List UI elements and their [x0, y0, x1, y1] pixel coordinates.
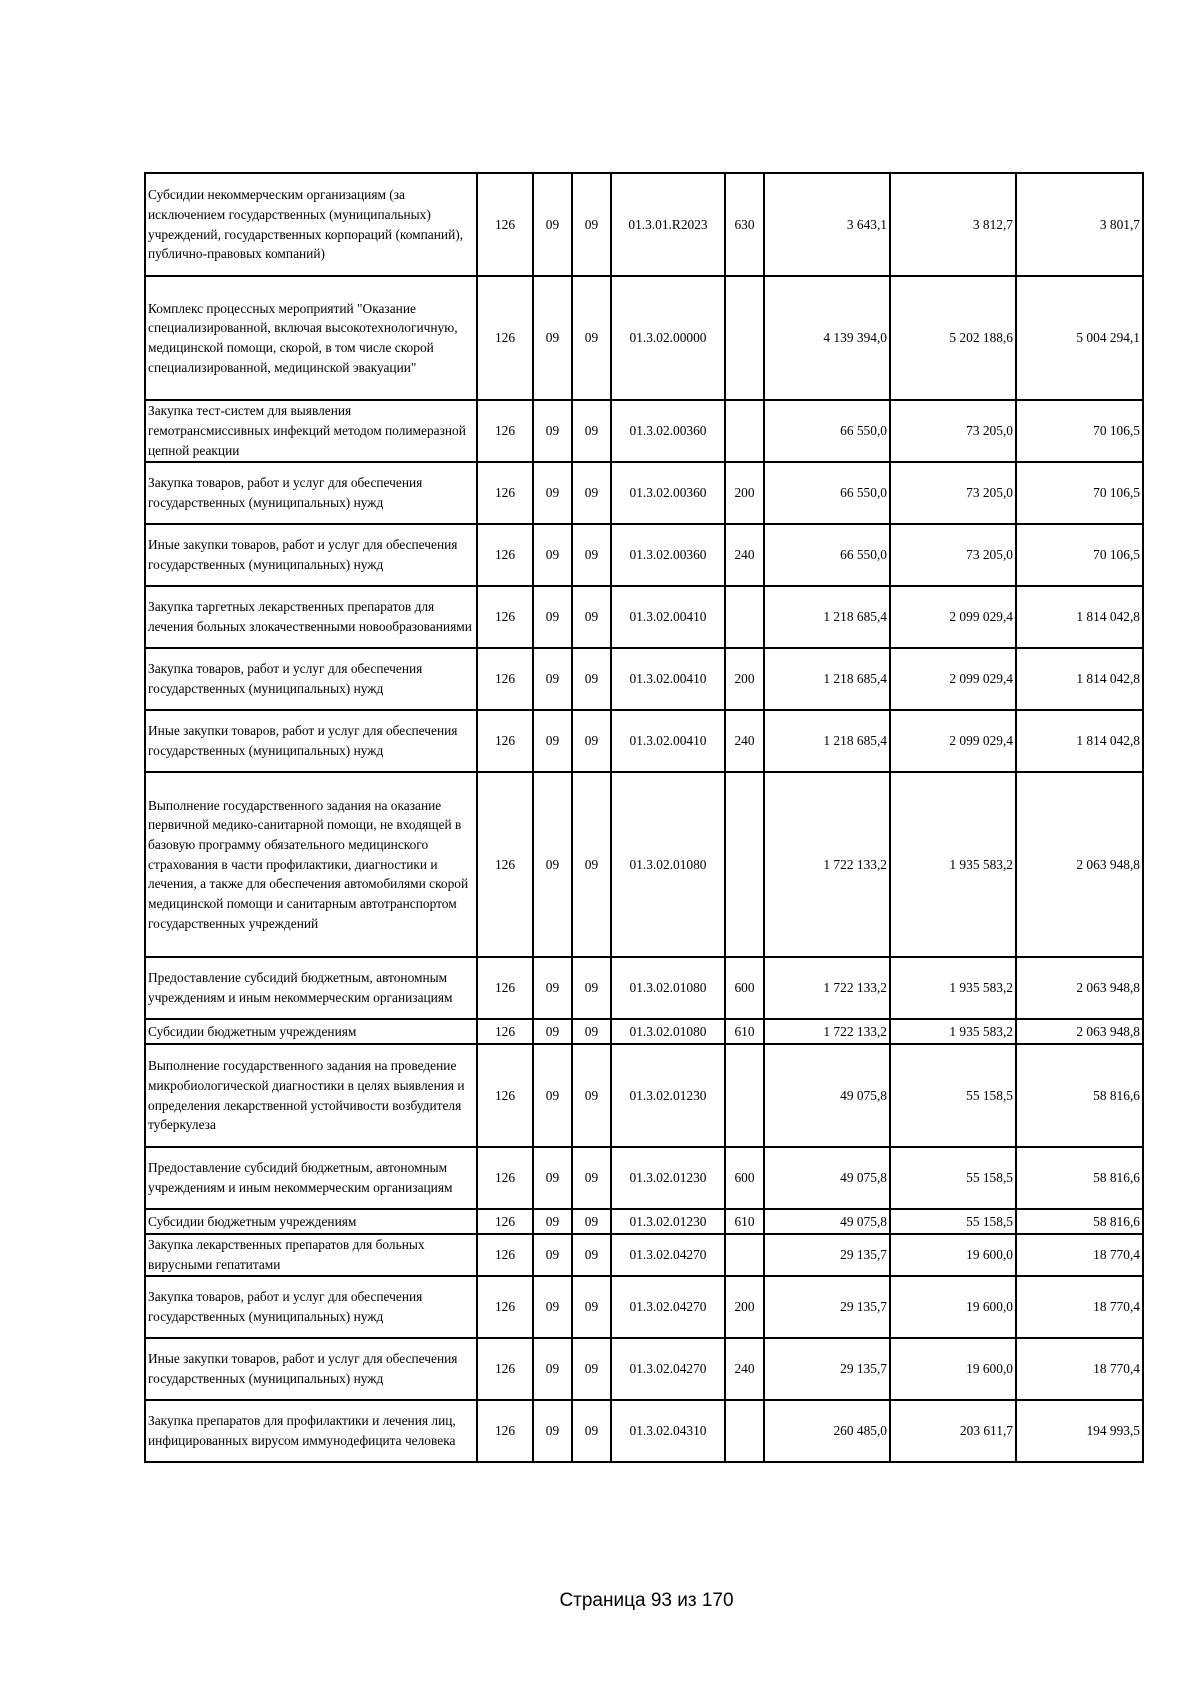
row-gr: 126 [477, 1276, 533, 1338]
row-vr: 610 [725, 1019, 764, 1044]
row-vr [725, 400, 764, 462]
row-pr: 09 [572, 1019, 611, 1044]
row-pr: 09 [572, 1400, 611, 1462]
row-name: Закупка товаров, работ и услуг для обеспечения государственных (муниципальных) нужд [145, 648, 477, 710]
row-year3: 1 814 042,8 [1016, 648, 1143, 710]
row-csr: 01.3.02.00410 [611, 648, 725, 710]
row-year3: 18 770,4 [1016, 1276, 1143, 1338]
row-csr: 01.3.02.00000 [611, 276, 725, 400]
row-rz: 09 [533, 1147, 572, 1209]
row-csr: 01.3.02.04310 [611, 1400, 725, 1462]
row-year3: 5 004 294,1 [1016, 276, 1143, 400]
row-year1: 66 550,0 [764, 400, 890, 462]
row-vr: 630 [725, 173, 764, 276]
row-rz: 09 [533, 524, 572, 586]
row-year3: 70 106,5 [1016, 400, 1143, 462]
row-vr: 600 [725, 1147, 764, 1209]
row-year2: 19 600,0 [890, 1338, 1016, 1400]
row-year3: 18 770,4 [1016, 1234, 1143, 1276]
row-vr: 200 [725, 648, 764, 710]
row-csr: 01.3.02.04270 [611, 1338, 725, 1400]
row-gr: 126 [477, 462, 533, 524]
row-gr: 126 [477, 400, 533, 462]
row-gr: 126 [477, 710, 533, 772]
row-csr: 01.3.02.00360 [611, 462, 725, 524]
row-year2: 73 205,0 [890, 524, 1016, 586]
row-year3: 194 993,5 [1016, 1400, 1143, 1462]
row-year1: 49 075,8 [764, 1147, 890, 1209]
row-vr [725, 586, 764, 648]
row-pr: 09 [572, 710, 611, 772]
row-gr: 126 [477, 648, 533, 710]
row-year2: 55 158,5 [890, 1044, 1016, 1147]
row-csr: 01.3.02.01080 [611, 772, 725, 957]
row-pr: 09 [572, 276, 611, 400]
row-pr: 09 [572, 1276, 611, 1338]
row-rz: 09 [533, 173, 572, 276]
row-year2: 1 935 583,2 [890, 772, 1016, 957]
row-year2: 73 205,0 [890, 462, 1016, 524]
row-pr: 09 [572, 524, 611, 586]
row-csr: 01.3.02.01230 [611, 1044, 725, 1147]
row-gr: 126 [477, 1019, 533, 1044]
row-rz: 09 [533, 1234, 572, 1276]
row-year2: 19 600,0 [890, 1234, 1016, 1276]
row-pr: 09 [572, 1044, 611, 1147]
row-year3: 58 816,6 [1016, 1209, 1143, 1234]
table-row [145, 648, 1143, 710]
row-vr: 240 [725, 710, 764, 772]
row-year3: 3 801,7 [1016, 173, 1143, 276]
row-rz: 09 [533, 462, 572, 524]
table-row [145, 173, 1143, 276]
row-rz: 09 [533, 1209, 572, 1234]
row-csr: 01.3.02.01080 [611, 1019, 725, 1044]
table-row [145, 586, 1143, 648]
row-year3: 2 063 948,8 [1016, 772, 1143, 957]
table-row [145, 1338, 1143, 1400]
table-row [145, 1209, 1143, 1234]
row-csr: 01.3.01.R2023 [611, 173, 725, 276]
row-year1: 49 075,8 [764, 1044, 890, 1147]
row-pr: 09 [572, 1147, 611, 1209]
row-year1: 29 135,7 [764, 1276, 890, 1338]
row-year2: 1 935 583,2 [890, 1019, 1016, 1044]
table-row [145, 1019, 1143, 1044]
row-gr: 126 [477, 957, 533, 1019]
row-year1: 29 135,7 [764, 1338, 890, 1400]
row-year2: 73 205,0 [890, 400, 1016, 462]
row-name: Выполнение государственного задания на проведение микробиологической диагностики в целях выявления и определения лекарственной устойчивости возбудителя туберкулеза [145, 1044, 477, 1147]
row-vr: 610 [725, 1209, 764, 1234]
row-year1: 260 485,0 [764, 1400, 890, 1462]
row-gr: 126 [477, 524, 533, 586]
table-body [145, 173, 1143, 1462]
table-row [145, 772, 1143, 957]
row-vr: 200 [725, 462, 764, 524]
row-year3: 18 770,4 [1016, 1338, 1143, 1400]
row-year1: 66 550,0 [764, 462, 890, 524]
row-name: Закупка препаратов для профилактики и лечения лиц, инфицированных вирусом иммунодефицита человека [145, 1400, 477, 1462]
row-year3: 58 816,6 [1016, 1044, 1143, 1147]
row-name: Закупка тест-систем для выявления гемотрансмиссивных инфекций методом полимеразной цепной реакции [145, 400, 477, 462]
row-gr: 126 [477, 1400, 533, 1462]
row-year1: 1 722 133,2 [764, 957, 890, 1019]
row-csr: 01.3.02.00360 [611, 524, 725, 586]
table-row [145, 1400, 1143, 1462]
row-name: Иные закупки товаров, работ и услуг для обеспечения государственных (муниципальных) нужд [145, 1338, 477, 1400]
row-year1: 49 075,8 [764, 1209, 890, 1234]
row-rz: 09 [533, 1044, 572, 1147]
row-year1: 29 135,7 [764, 1234, 890, 1276]
row-year1: 1 722 133,2 [764, 1019, 890, 1044]
row-gr: 126 [477, 586, 533, 648]
row-rz: 09 [533, 1019, 572, 1044]
table-row [145, 400, 1143, 462]
table-row [145, 1234, 1143, 1276]
row-year1: 1 218 685,4 [764, 710, 890, 772]
table-row [145, 524, 1143, 586]
row-name: Комплекс процессных мероприятий "Оказание специализированной, включая высокотехнологичную, медицинской помощи, скорой, в том числе скорой специализированной, медицинской эвакуации" [145, 276, 477, 400]
row-rz: 09 [533, 710, 572, 772]
row-name: Закупка лекарственных препаратов для больных вирусными гепатитами [145, 1234, 477, 1276]
row-gr: 126 [477, 1234, 533, 1276]
row-year1: 66 550,0 [764, 524, 890, 586]
row-name: Закупка товаров, работ и услуг для обеспечения государственных (муниципальных) нужд [145, 462, 477, 524]
row-name: Закупка таргетных лекарственных препаратов для лечения больных злокачественными новообразованиями [145, 586, 477, 648]
row-year1: 1 218 685,4 [764, 648, 890, 710]
row-gr: 126 [477, 1209, 533, 1234]
table-row [145, 1276, 1143, 1338]
row-vr [725, 1044, 764, 1147]
row-csr: 01.3.02.04270 [611, 1234, 725, 1276]
row-year1: 1 218 685,4 [764, 586, 890, 648]
row-year3: 2 063 948,8 [1016, 957, 1143, 1019]
row-name: Предоставление субсидий бюджетным, автономным учреждениям и иным некоммерческим организациям [145, 1147, 477, 1209]
row-name: Выполнение государственного задания на оказание первичной медико-санитарной помощи, не входящей в базовую программу обязательного медицинского страхования в части профилактики, диагностики и лечения, а также для обеспечения автомобилями скорой медицинской помощи и санитарным автотранспортом государственных учреждений [145, 772, 477, 957]
row-pr: 09 [572, 1234, 611, 1276]
row-name: Иные закупки товаров, работ и услуг для обеспечения государственных (муниципальных) нужд [145, 710, 477, 772]
row-year3: 1 814 042,8 [1016, 710, 1143, 772]
row-vr [725, 1234, 764, 1276]
page-number: Страница 93 из 170 [559, 1590, 734, 1611]
row-year2: 1 935 583,2 [890, 957, 1016, 1019]
row-year2: 19 600,0 [890, 1276, 1016, 1338]
row-vr: 240 [725, 1338, 764, 1400]
row-year2: 203 611,7 [890, 1400, 1016, 1462]
row-rz: 09 [533, 1276, 572, 1338]
row-pr: 09 [572, 400, 611, 462]
row-vr [725, 1400, 764, 1462]
row-pr: 09 [572, 648, 611, 710]
row-pr: 09 [572, 772, 611, 957]
row-year1: 4 139 394,0 [764, 276, 890, 400]
row-gr: 126 [477, 276, 533, 400]
row-vr: 600 [725, 957, 764, 1019]
table-row [145, 710, 1143, 772]
row-gr: 126 [477, 1147, 533, 1209]
row-year1: 3 643,1 [764, 173, 890, 276]
row-csr: 01.3.02.01080 [611, 957, 725, 1019]
row-rz: 09 [533, 586, 572, 648]
row-vr: 200 [725, 1276, 764, 1338]
row-pr: 09 [572, 1209, 611, 1234]
row-year2: 5 202 188,6 [890, 276, 1016, 400]
row-gr: 126 [477, 1044, 533, 1147]
row-year3: 1 814 042,8 [1016, 586, 1143, 648]
row-name: Субсидии бюджетным учреждениям [145, 1209, 477, 1234]
row-rz: 09 [533, 1400, 572, 1462]
row-year2: 55 158,5 [890, 1147, 1016, 1209]
row-rz: 09 [533, 772, 572, 957]
row-name: Субсидии бюджетным учреждениям [145, 1019, 477, 1044]
row-name: Субсидии некоммерческим организациям (за исключением государственных (муниципальных) учреждений, государственных корпораций (компаний), публично-правовых компаний) [145, 173, 477, 276]
table-row [145, 1044, 1143, 1147]
budget-table [144, 172, 1144, 1463]
row-csr: 01.3.02.00410 [611, 586, 725, 648]
row-gr: 126 [477, 1338, 533, 1400]
row-name: Предоставление субсидий бюджетным, автономным учреждениям и иным некоммерческим организациям [145, 957, 477, 1019]
row-year3: 70 106,5 [1016, 462, 1143, 524]
row-csr: 01.3.02.00410 [611, 710, 725, 772]
table-row [145, 957, 1143, 1019]
row-rz: 09 [533, 276, 572, 400]
row-year3: 58 816,6 [1016, 1147, 1143, 1209]
row-name: Закупка товаров, работ и услуг для обеспечения государственных (муниципальных) нужд [145, 1276, 477, 1338]
row-year3: 2 063 948,8 [1016, 1019, 1143, 1044]
row-rz: 09 [533, 400, 572, 462]
row-pr: 09 [572, 957, 611, 1019]
table-row [145, 462, 1143, 524]
row-rz: 09 [533, 1338, 572, 1400]
row-pr: 09 [572, 462, 611, 524]
row-csr: 01.3.02.01230 [611, 1147, 725, 1209]
row-pr: 09 [572, 173, 611, 276]
row-csr: 01.3.02.04270 [611, 1276, 725, 1338]
row-year3: 70 106,5 [1016, 524, 1143, 586]
row-year2: 55 158,5 [890, 1209, 1016, 1234]
row-year2: 3 812,7 [890, 173, 1016, 276]
row-csr: 01.3.02.00360 [611, 400, 725, 462]
row-gr: 126 [477, 772, 533, 957]
row-year1: 1 722 133,2 [764, 772, 890, 957]
row-pr: 09 [572, 586, 611, 648]
table-row [145, 276, 1143, 400]
row-year2: 2 099 029,4 [890, 586, 1016, 648]
row-name: Иные закупки товаров, работ и услуг для обеспечения государственных (муниципальных) нужд [145, 524, 477, 586]
row-vr [725, 276, 764, 400]
row-rz: 09 [533, 648, 572, 710]
row-year2: 2 099 029,4 [890, 710, 1016, 772]
row-vr [725, 772, 764, 957]
table-row [145, 1147, 1143, 1209]
row-pr: 09 [572, 1338, 611, 1400]
row-rz: 09 [533, 957, 572, 1019]
row-vr: 240 [725, 524, 764, 586]
row-gr: 126 [477, 173, 533, 276]
row-csr: 01.3.02.01230 [611, 1209, 725, 1234]
row-year2: 2 099 029,4 [890, 648, 1016, 710]
